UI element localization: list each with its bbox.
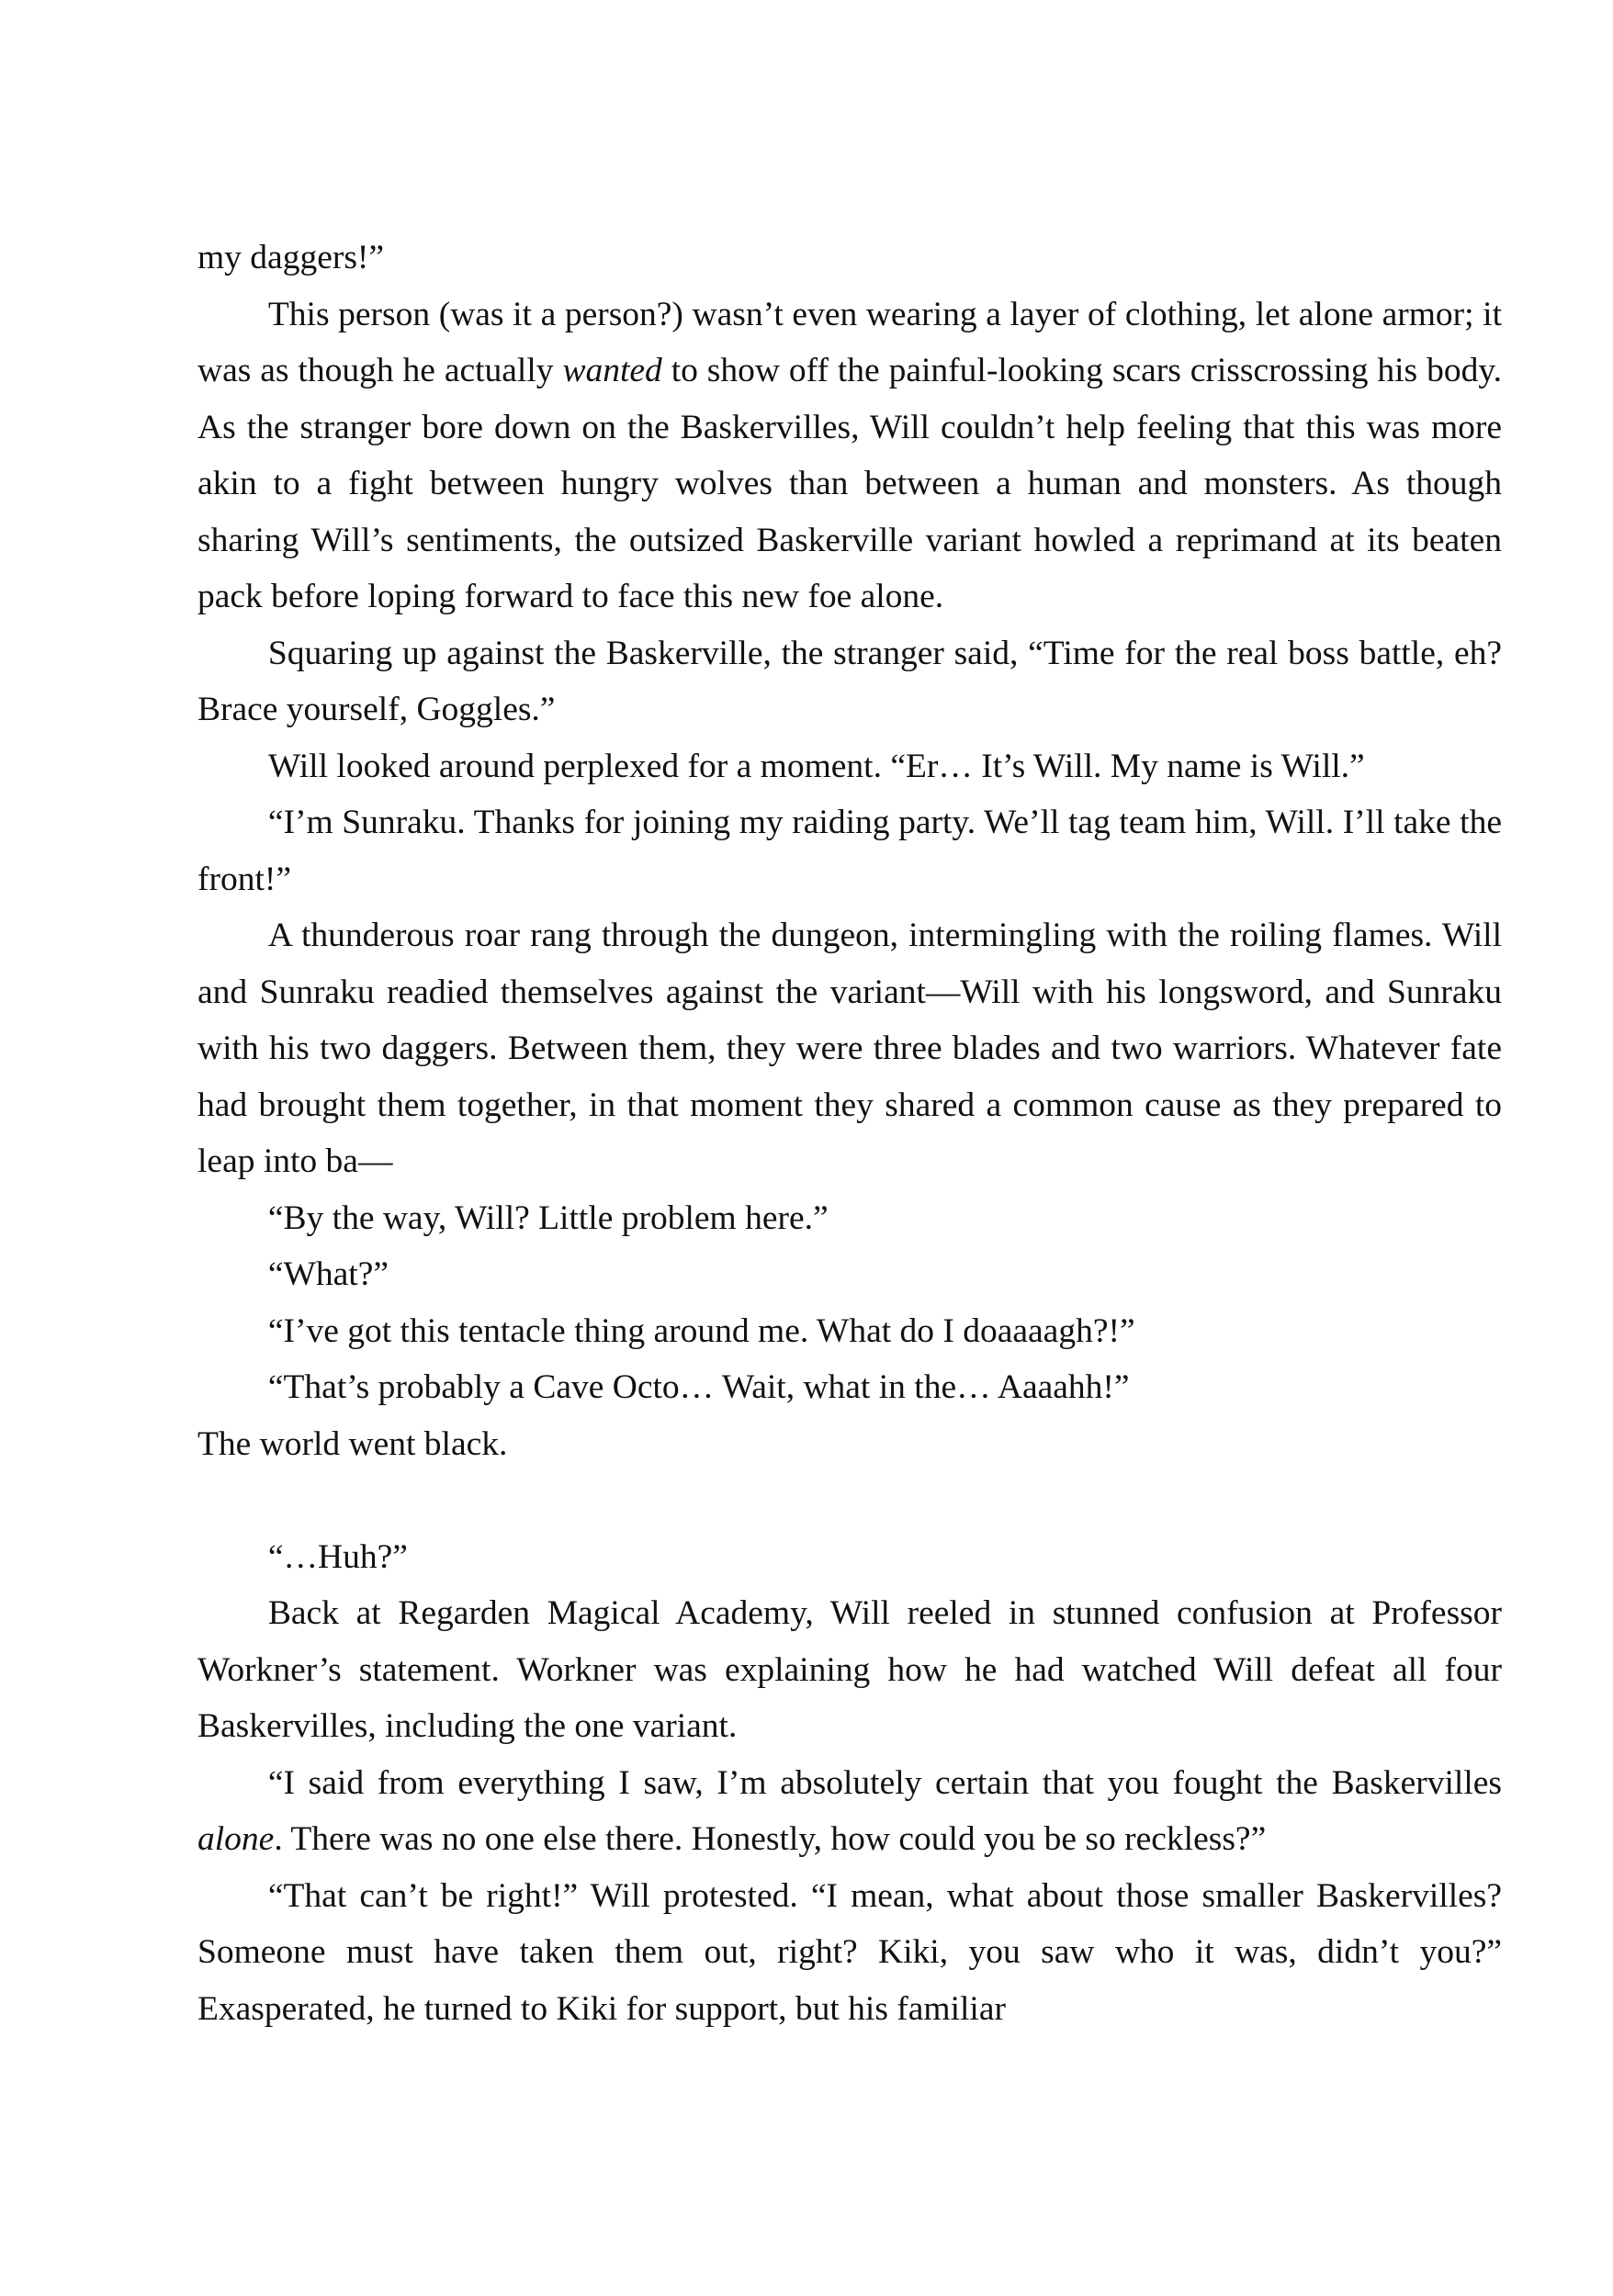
paragraph-what: “What?” bbox=[267, 1255, 389, 1293]
paragraph-by-the-way: “By the way, Will? Little problem here.” bbox=[267, 1199, 829, 1237]
paragraph-back-at-regarden: Back at Regarden Magical Academy, Will reeled in stunned confusion at Professor Workner’s statement. Workner was explaining how he had watched Will defeat all four Baskervilles, including the one variant. bbox=[197, 1594, 1502, 1745]
run-emphasis-alone: alone bbox=[197, 1820, 275, 1858]
run-text: . There was no one else there. Honestly, how could you be so reckless?” bbox=[274, 1820, 1267, 1858]
paragraph-continuation-my-daggers: my daggers!” bbox=[197, 239, 385, 276]
paragraph-im-sunraku: “I’m Sunraku. Thanks for joining my raiding party. We’ll tag team him, Will. I’ll take the front!” bbox=[197, 804, 1502, 898]
paragraph-that-cant-be-right: “That can’t be right!” Will protested. “I mean, what about those smaller Baskervilles? Someone must have taken them out, right? Kiki, you saw who it was, didn’t you?” Exasperated, he turned to Kiki for support, but his familiar bbox=[197, 1876, 1502, 2028]
paragraph-thunderous-roar: A thunderous roar rang through the dungeon, intermingling with the roiling flames. Will and Sunraku readied themselves against the variant—Will with his longsword, and Sunraku with his two daggers. Between them, they were three blades and two warriors. Whatever fate had brought them together, in that moment they shared a common cause as they prepared to leap into ba— bbox=[197, 917, 1502, 1180]
run-text: to show off the painful-looking scars crisscrossing his body. As the stranger bore down on the Baskervilles, Will couldn’t help feeling that this was more akin to a fight between hungry wolves than between a human and monsters. As though sharing Will’s sentiments, the outsized Baskerville variant howled a reprimand at its beaten pack before loping forward to face this new foe alone. bbox=[197, 352, 1503, 615]
run-text: This person (was it a person?) wasn’t even wearing a layer of clothing, let alone armor; it was as though he actually bbox=[197, 295, 1502, 389]
section-break bbox=[197, 1472, 1502, 1529]
paragraph-world-went-black: The world went black. bbox=[197, 1424, 508, 1463]
paragraph-will-looked-around: Will looked around perplexed for a moment. “Er… It’s Will. My name is Will.” bbox=[267, 747, 1365, 785]
paragraph-huh: “…Huh?” bbox=[267, 1537, 408, 1576]
body-text-column bbox=[197, 230, 1502, 2037]
run-text: “I said from everything I saw, I’m absolutely certain that you fought the Baskervilles bbox=[267, 1763, 1502, 1802]
run-emphasis-wanted: wanted bbox=[562, 352, 662, 389]
paragraph-this-person bbox=[197, 287, 1502, 625]
paragraph-tentacle-thing: “I’ve got this tentacle thing around me. What do I doaaaagh?!” bbox=[267, 1311, 1135, 1350]
paragraph-i-said-from-everything bbox=[197, 1755, 1502, 1868]
paragraph-cave-octo: “That’s probably a Cave Octo… Wait, what in the… Aaaahh!” bbox=[267, 1368, 1130, 1406]
paragraph-squaring-up: Squaring up against the Baskerville, the stranger said, “Time for the real boss battle, eh? Brace yourself, Goggles.” bbox=[197, 634, 1502, 728]
